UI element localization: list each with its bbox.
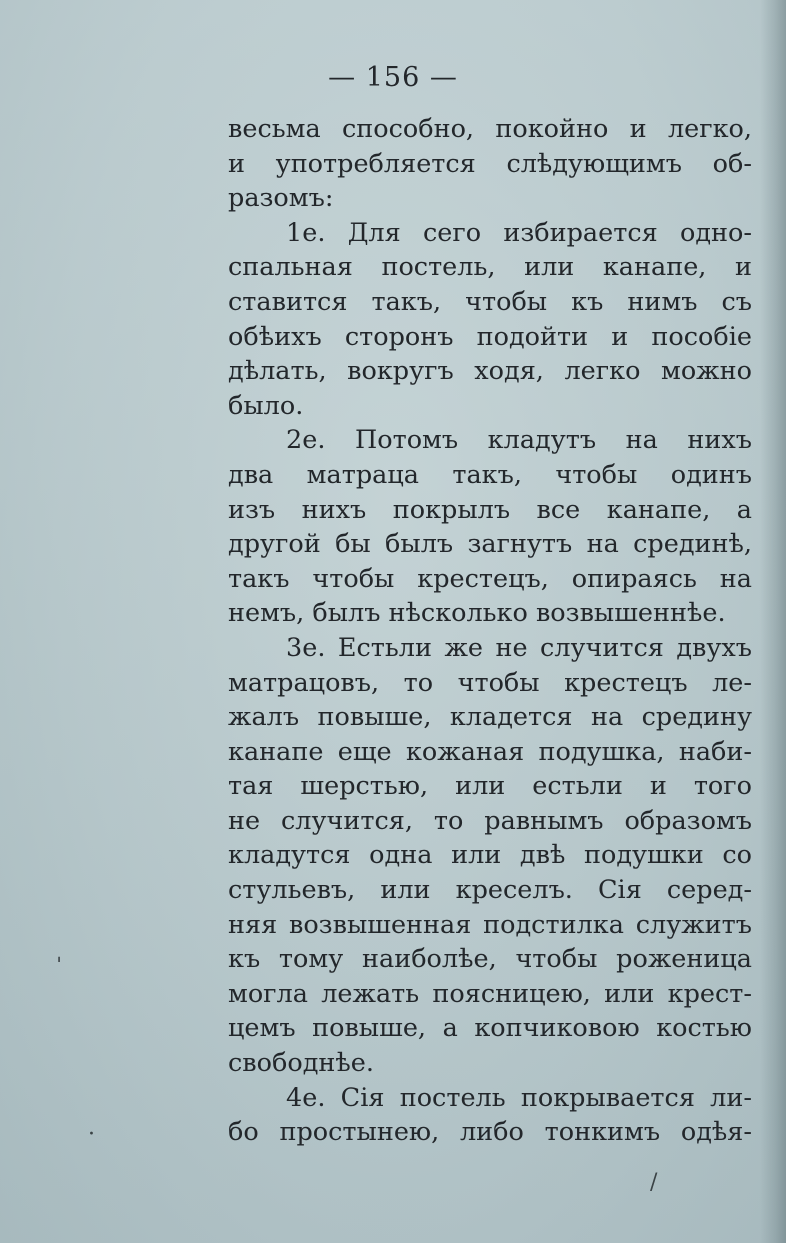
text-line: обѣихъ сторонъ подойти и пособіе bbox=[228, 321, 752, 352]
paragraph-start-line: 4е. Сія постель покрывается ли- bbox=[286, 1082, 752, 1113]
text-line: дѣлать, вокругъ ходя, легко можно bbox=[228, 356, 752, 387]
text-line: свободнѣе. bbox=[228, 1048, 374, 1079]
text-line: бо простынею, либо тонкимъ одѣя- bbox=[228, 1117, 752, 1148]
text-line: цемъ повыше, а копчиковою костью bbox=[228, 1013, 752, 1044]
text-line: не случится, то равнымъ образомъ bbox=[228, 805, 752, 836]
paper-speck: · bbox=[88, 1122, 95, 1147]
text-line: жалъ повыше, кладется на средину bbox=[228, 702, 752, 733]
text-line: такъ чтобы крестецъ, опираясь на bbox=[228, 563, 752, 594]
text-line: было. bbox=[228, 390, 304, 421]
text-line: ставится такъ, чтобы къ нимъ съ bbox=[228, 286, 752, 317]
text-line: два матраца такъ, чтобы одинъ bbox=[228, 459, 752, 490]
text-line: тая шерстью, или естьли и того bbox=[228, 771, 752, 802]
paragraph-start-line: 3е. Естьли же не случится двухъ bbox=[286, 632, 752, 663]
text-line: могла лежать поясницею, или крест- bbox=[228, 978, 752, 1009]
text-line: другой бы былъ загнутъ на срединѣ, bbox=[228, 529, 752, 560]
text-line: и употребляется слѣдующимъ об- bbox=[228, 148, 752, 179]
text-line: матрацовъ, то чтобы крестецъ ле- bbox=[228, 667, 752, 698]
text-line: изъ нихъ покрылъ все канапе, а bbox=[228, 494, 752, 525]
page-number: — 156 — bbox=[328, 62, 458, 93]
paper-speck: ˌ bbox=[56, 940, 63, 965]
text-line: немъ, былъ нѣсколько возвышеннѣе. bbox=[228, 598, 726, 629]
text-line: канапе еще кожаная подушка, наби- bbox=[228, 736, 752, 767]
text-line: няя возвышенная подстилка служитъ bbox=[228, 909, 752, 940]
text-line: весьма способно, покойно и легко, bbox=[228, 114, 752, 144]
paper-speck: / bbox=[650, 1170, 658, 1195]
paragraph-start-line: 2е. Потомъ кладутъ на нихъ bbox=[286, 425, 752, 456]
paragraph-start-line: 1е. Для сего избирается одно- bbox=[286, 217, 752, 248]
text-line: стульевъ, или креселъ. Сія серед- bbox=[228, 875, 752, 906]
text-line: кладутся одна или двѣ подушки со bbox=[228, 840, 752, 871]
text-line: разомъ: bbox=[228, 183, 334, 214]
page-edge-shadow bbox=[760, 0, 786, 1243]
text-line: спальная постель, или канапе, и bbox=[228, 252, 752, 283]
text-line: къ тому наиболѣе, чтобы роженица bbox=[228, 944, 752, 975]
body-text bbox=[228, 112, 752, 1150]
